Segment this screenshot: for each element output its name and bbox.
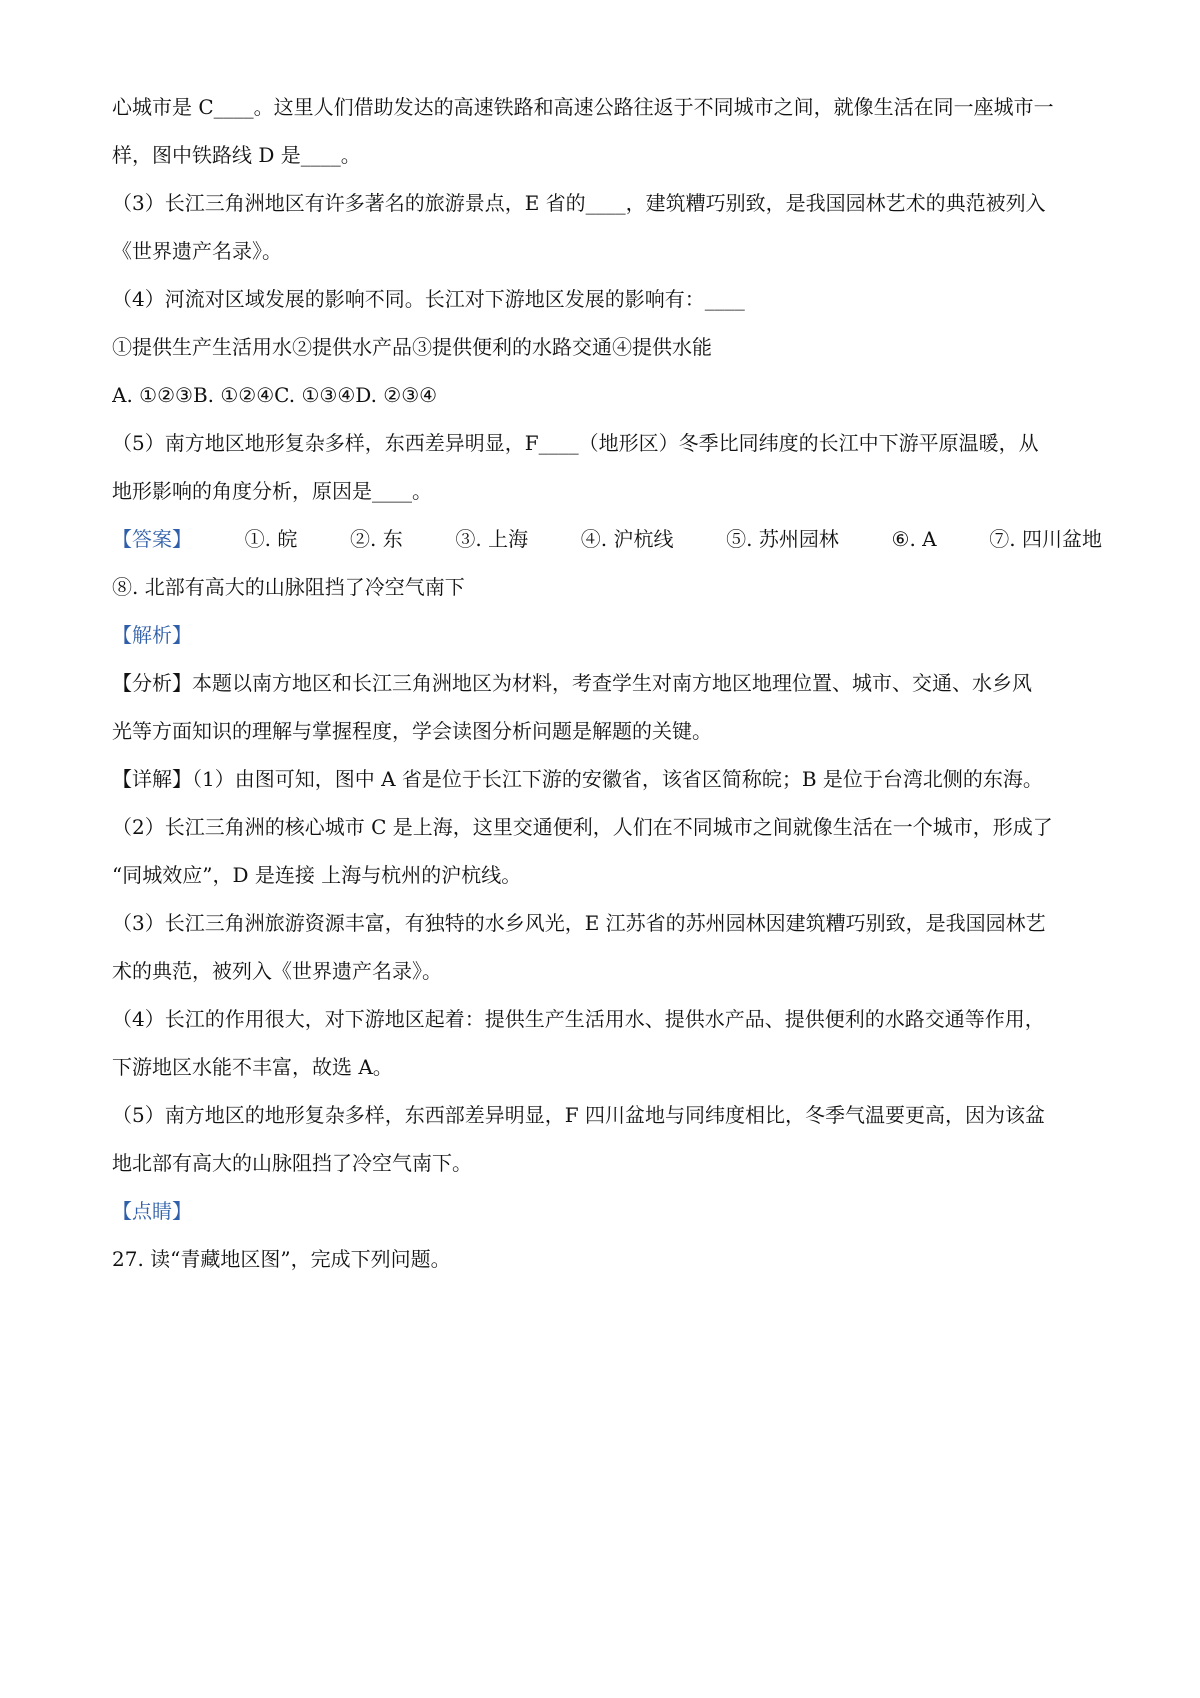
text-line: 心城市是 C____。这里人们借助发达的高速铁路和高速公路往返于不同城市之间，就像生活在同一座城市一 — [112, 95, 1054, 119]
dianjing-label: 【点睛】 — [112, 1199, 192, 1223]
answer-item: ⑤. 苏州园林 — [726, 527, 839, 551]
answer-item: ⑦. 四川盆地 — [989, 527, 1102, 551]
detail-1: 【详解】（1）由图可知，图中 A 省是位于长江下游的安徽省，该省区简称皖；B 是位于台湾北侧的东海。 — [112, 767, 1043, 791]
answer-item-8: ⑧. 北部有高大的山脉阻挡了冷空气南下 — [112, 575, 465, 599]
detail-4-cont: 下游地区水能不丰富，故选 A。 — [112, 1055, 393, 1079]
answer-item: ③. 上海 — [455, 527, 529, 551]
detail-5-cont: 地北部有高大的山脉阻挡了冷空气南下。 — [112, 1151, 472, 1175]
answer-item: ②. 东 — [350, 527, 403, 551]
answer-label: 【答案】 — [112, 527, 192, 551]
text-line: ①提供生产生活用水②提供水产品③提供便利的水路交通④提供水能 — [112, 335, 712, 359]
text-line: 样，图中铁路线 D 是____。 — [112, 143, 361, 167]
detail-2-cont: “同城效应”，D 是连接 上海与杭州的沪杭线。 — [112, 863, 522, 887]
text-line: 《世界遗产名录》。 — [112, 239, 282, 263]
analysis-label: 【解析】 — [112, 623, 192, 647]
question-27: 27. 读“青藏地区图”，完成下列问题。 — [112, 1247, 451, 1271]
analysis-summary: 【分析】本题以南方地区和长江三角洲地区为材料，考查学生对南方地区地理位置、城市、交通、水乡风 — [112, 671, 1032, 695]
answer-item: ⑥. A — [891, 527, 937, 551]
answer-row — [112, 524, 1102, 554]
answer-item: ①. 皖 — [244, 527, 298, 551]
text-line: 地形影响的角度分析，原因是____。 — [112, 479, 432, 503]
detail-4: （4）长江的作用很大，对下游地区起着：提供生产生活用水、提供水产品、提供便利的水路交通等作用， — [112, 1007, 1045, 1031]
answer-item: ④. 沪杭线 — [580, 527, 674, 551]
document-page — [112, 92, 1102, 1292]
detail-2: （2）长江三角洲的核心城市 C 是上海，这里交通便利，人们在不同城市之间就像生活在一个城市，形成了 — [112, 815, 1053, 839]
text-line: （5）南方地区地形复杂多样，东西差异明显，F____（地形区）冬季比同纬度的长江中下游平原温暖，从 — [112, 431, 1039, 455]
text-line: A. ①②③B. ①②④C. ①③④D. ②③④ — [112, 383, 438, 407]
analysis-summary-cont: 光等方面知识的理解与掌握程度，学会读图分析问题是解题的关键。 — [112, 719, 712, 743]
text-line: （4）河流对区域发展的影响不同。长江对下游地区发展的影响有：____ — [112, 287, 745, 311]
detail-3-cont: 术的典范，被列入《世界遗产名录》。 — [112, 959, 442, 983]
detail-3: （3）长江三角洲旅游资源丰富，有独特的水乡风光，E 江苏省的苏州园林因建筑糟巧别致，是我国园林艺 — [112, 911, 1046, 935]
detail-5: （5）南方地区的地形复杂多样，东西部差异明显，F 四川盆地与同纬度相比，冬季气温要更高，因为该盆 — [112, 1103, 1045, 1127]
text-line: （3）长江三角洲地区有许多著名的旅游景点，E 省的____，建筑糟巧别致，是我国园林艺术的典范被列入 — [112, 191, 1046, 215]
